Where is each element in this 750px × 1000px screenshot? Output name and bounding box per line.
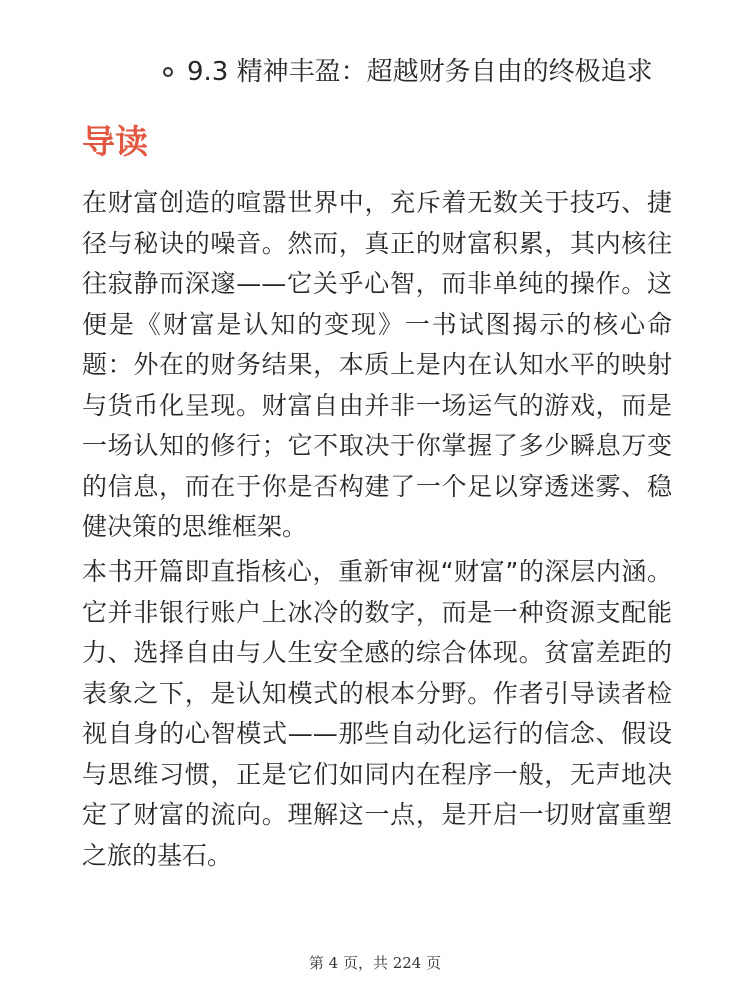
paragraph-intro: 在财富创造的喧嚣世界中，充斥着无数关于技巧、捷径与秘诀的噪音。然而，真正的财富积累，其内核往往寂静而深邃——它关乎心智，而非单纯的操作。这便是《财富是认知的变现》一书试图揭示的核心命题：外在的财务结果，本质上是内在认知水平的映射与货币化呈现。财富自由并非一场运气的游戏，而是一场认知的修行；它不取决于你掌握了多少瞬息万变的信息，而在于你是否构建了一个足以穿透迷雾、稳健决策的思维框架。 — [82, 188, 672, 541]
page-number-footer: 第 4 页，共 224 页 — [308, 954, 442, 972]
toc-entry[interactable] — [163, 52, 653, 92]
section-heading: 导读 — [82, 122, 148, 161]
toc-entry-label: 9.3 精神丰盈：超越财务自由的终极追求 — [187, 57, 653, 87]
hollow-circle-bullet-icon — [163, 67, 173, 77]
paragraph-second: 本书开篇即直指核心，重新审视“财富”的深层内涵。它并非银行账户上冰冷的数字，而是一种资源支配能力、选择自由与人生安全感的综合体现。贫富差距的表象之下，是认知模式的根本分野。作者引导读者检视自身的心智模式——那些自动化运行的信念、假设与思维习惯，正是它们如同内在程序一般，无声地决定了财富的流向。理解这一点，是开启一切财富重塑之旅的基石。 — [82, 557, 672, 870]
